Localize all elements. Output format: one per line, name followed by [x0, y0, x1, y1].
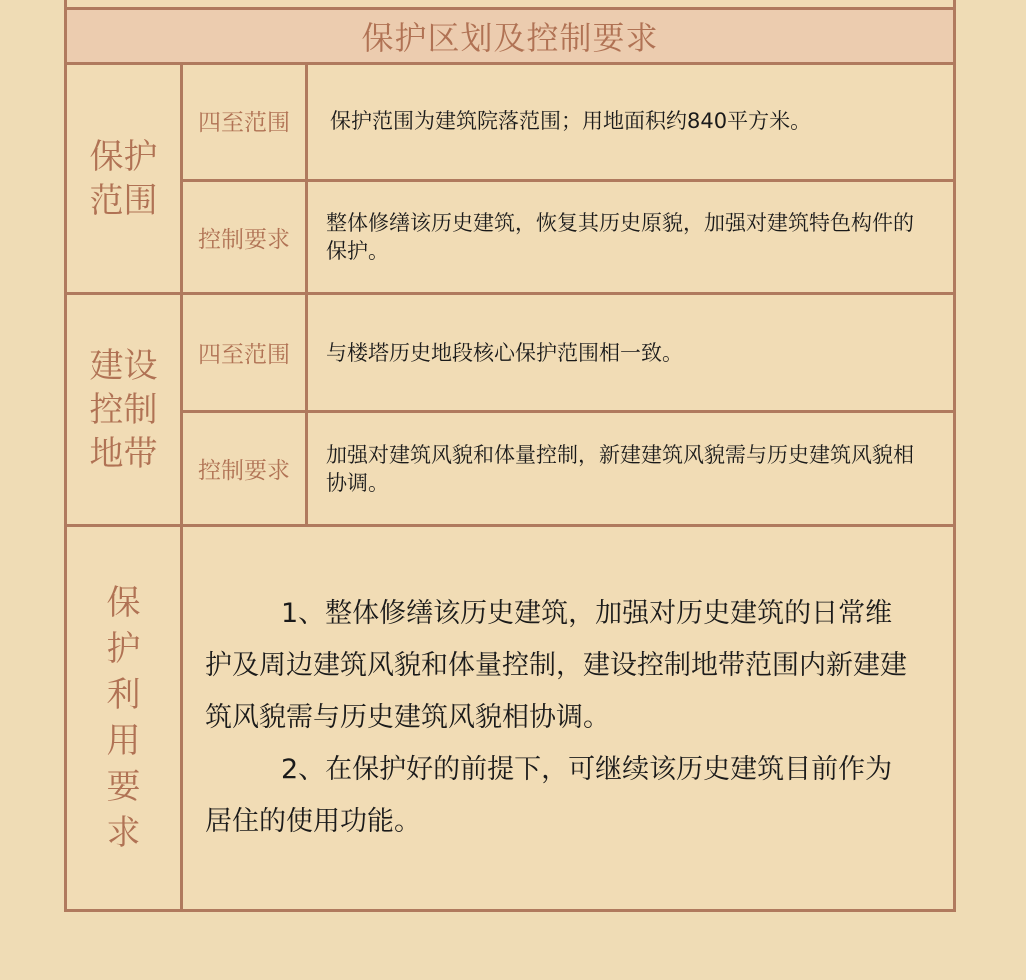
usage-requirements-label: 保 护 利 用 要 求 [67, 527, 183, 909]
protection-range-extent-label: 四至范围 [183, 62, 308, 179]
usage-requirements-content [183, 527, 953, 909]
protection-table [64, 0, 956, 912]
usage-requirements-paragraphs [205, 588, 915, 848]
construction-zone-extent-label: 四至范围 [183, 295, 308, 410]
construction-zone-control-text: 加强对建筑风貌和体量控制，新建建筑风貌需与历史建筑风貌相协调。 [326, 442, 914, 495]
usage-paragraph-2: 2、在保护好的前提下，可继续该历史建筑目前作为居住的使用功能。 [205, 754, 893, 837]
protection-range-control-label: 控制要求 [183, 182, 308, 292]
protection-range-control-text: 整体修缮该历史建筑，恢复其历史原貌，加强对建筑特色构件的保护。 [326, 211, 914, 263]
table-title: 保护区划及控制要求 [67, 10, 953, 65]
construction-zone-extent-text: 与楼塔历史地段核心保护范围相一致。 [326, 340, 683, 365]
construction-zone-label: 建设 控制 地带 [67, 295, 183, 524]
top-strip [67, 0, 953, 10]
usage-paragraph-1: 1、整体修缮该历史建筑，加强对历史建筑的日常维护及周边建筑风貌和体量控制，建设控制地带范围内新建建筑风貌需与历史建筑风貌相协调。 [205, 598, 907, 733]
protection-range-extent-text: 保护范围为建筑院落范围；用地面积约840平方米。 [330, 108, 812, 133]
protection-range-label: 保护 范围 [67, 62, 183, 295]
construction-zone-control-label: 控制要求 [183, 413, 308, 524]
